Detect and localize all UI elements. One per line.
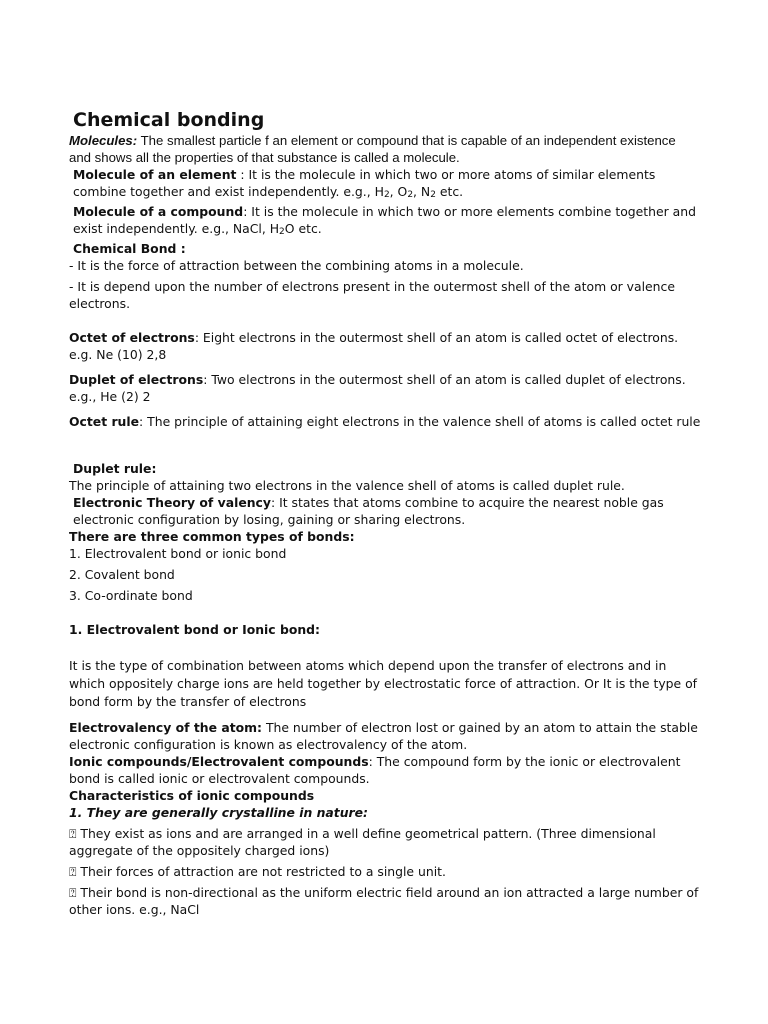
molecule-element-text-end: etc. [435, 184, 464, 199]
molecule-compound-text-end: O etc. [284, 221, 322, 236]
electrovalency-definition [69, 719, 701, 753]
octet-rule-text: : The principle of attaining eight electrons in the valence shell of atoms is called octet rule [139, 414, 701, 429]
characteristics-heading: Characteristics of ionic compounds [69, 788, 315, 803]
characteristic-bullet [69, 825, 701, 859]
characteristic-bullet [69, 884, 701, 918]
molecule-element-definition [69, 166, 701, 203]
duplet-electrons-text: : Two electrons in the outermost shell of an atom is called duplet of electrons. e.g., He (2) 2 [69, 372, 686, 404]
ionic-compounds-term: Ionic compounds/Electrovalent compounds [69, 754, 369, 769]
bullet-text: Their forces of attraction are not restricted to a single unit. [76, 864, 446, 879]
duplet-rule-heading: Duplet rule: [73, 461, 157, 476]
molecule-compound-definition [69, 203, 701, 240]
subscript: 2 [407, 190, 414, 200]
molecules-definition [69, 132, 701, 166]
octet-electrons-text: : Eight electrons in the outermost shell of an atom is called octet of electrons. e.g. Ne (10) 2,8 [69, 330, 679, 362]
electronic-theory-term: Electronic Theory of valency [73, 495, 271, 510]
electronic-theory-definition [69, 494, 701, 528]
subscript: 2 [430, 190, 436, 200]
ionic-compounds-definition [69, 753, 701, 787]
molecules-term: Molecules: [69, 133, 138, 148]
document-body [69, 108, 701, 918]
bullet-text: They exist as ions and are arranged in a well define geometrical pattern. (Three dimensional aggregate of the oppositely charged ions) [69, 826, 656, 858]
missing-glyph-icon: ⍰ [69, 864, 77, 879]
octet-rule-definition [69, 413, 701, 430]
bond-types-heading: There are three common types of bonds: [69, 529, 355, 544]
chemical-bond-point: - It is the force of attraction between the combining atoms in a molecule. [69, 258, 524, 273]
ionic-bond-text: It is the type of combination between atoms which depend upon the transfer of electrons and in which oppositely charge ions are held together by electrostatic force of attraction. Or It is the type of bond form by the transfer of electrons [69, 658, 698, 709]
characteristic-bullet [69, 863, 701, 880]
ionic-compounds-text: : The compound form by the ionic or electrovalent bond is called ionic or electrovalent compounds. [69, 754, 681, 786]
chemical-bond-heading: Chemical Bond : [73, 241, 186, 256]
chemical-bond-point: - It is depend upon the number of electrons present in the outermost shell of the atom or valence electrons. [69, 279, 675, 311]
subscript: 2 [383, 190, 390, 200]
duplet-rule-text: The principle of attaining two electrons in the valence shell of atoms is called duplet rule. [69, 478, 625, 493]
bond-type-item: 3. Co-ordinate bond [69, 588, 193, 603]
subscript: 2 [279, 227, 285, 237]
characteristics-subheading: 1. They are generally crystalline in nature: [69, 805, 369, 820]
bond-type-item: 2. Covalent bond [69, 567, 175, 582]
electrovalency-text: The number of electron lost or gained by an atom to attain the stable electronic configuration is known as electrovalency of the atom. [69, 720, 698, 752]
duplet-electrons-definition [69, 371, 701, 405]
formula-separator: , O [389, 184, 408, 199]
page-title: Chemical bonding [73, 109, 265, 131]
electronic-theory-text: : It states that atoms combine to acquire the nearest noble gas electronic configuration by losing, gaining or sharing electrons. [73, 495, 664, 527]
missing-glyph-icon: ⍰ [69, 826, 77, 841]
molecule-element-term: Molecule of an element [73, 167, 237, 182]
octet-electrons-term: Octet of electrons [69, 330, 195, 345]
bond-type-item: 1. Electrovalent bond or ionic bond [69, 546, 287, 561]
molecules-text: The smallest particle f an element or compound that is capable of an independent existence and shows all the properties of that substance is called a molecule. [69, 133, 676, 165]
molecule-compound-term: Molecule of a compound [73, 204, 244, 219]
molecule-compound-text: : It is the molecule in which two or more elements combine together and exist independently. e.g., NaCl, H [73, 204, 696, 236]
electrovalency-term: Electrovalency of the atom: [69, 720, 262, 735]
duplet-electrons-term: Duplet of electrons [69, 372, 204, 387]
formula-separator: , N [413, 184, 431, 199]
bullet-text: Their bond is non-directional as the uniform electric field around an ion attracted a large number of other ions. e.g., NaCl [69, 885, 699, 917]
molecule-element-text: : It is the molecule in which two or more atoms of similar elements combine together and exist independently. e.g., H [73, 167, 656, 199]
ionic-bond-heading: 1. Electrovalent bond or Ionic bond: [69, 622, 320, 637]
octet-electrons-definition [69, 329, 701, 363]
missing-glyph-icon: ⍰ [69, 885, 77, 900]
octet-rule-term: Octet rule [69, 414, 140, 429]
